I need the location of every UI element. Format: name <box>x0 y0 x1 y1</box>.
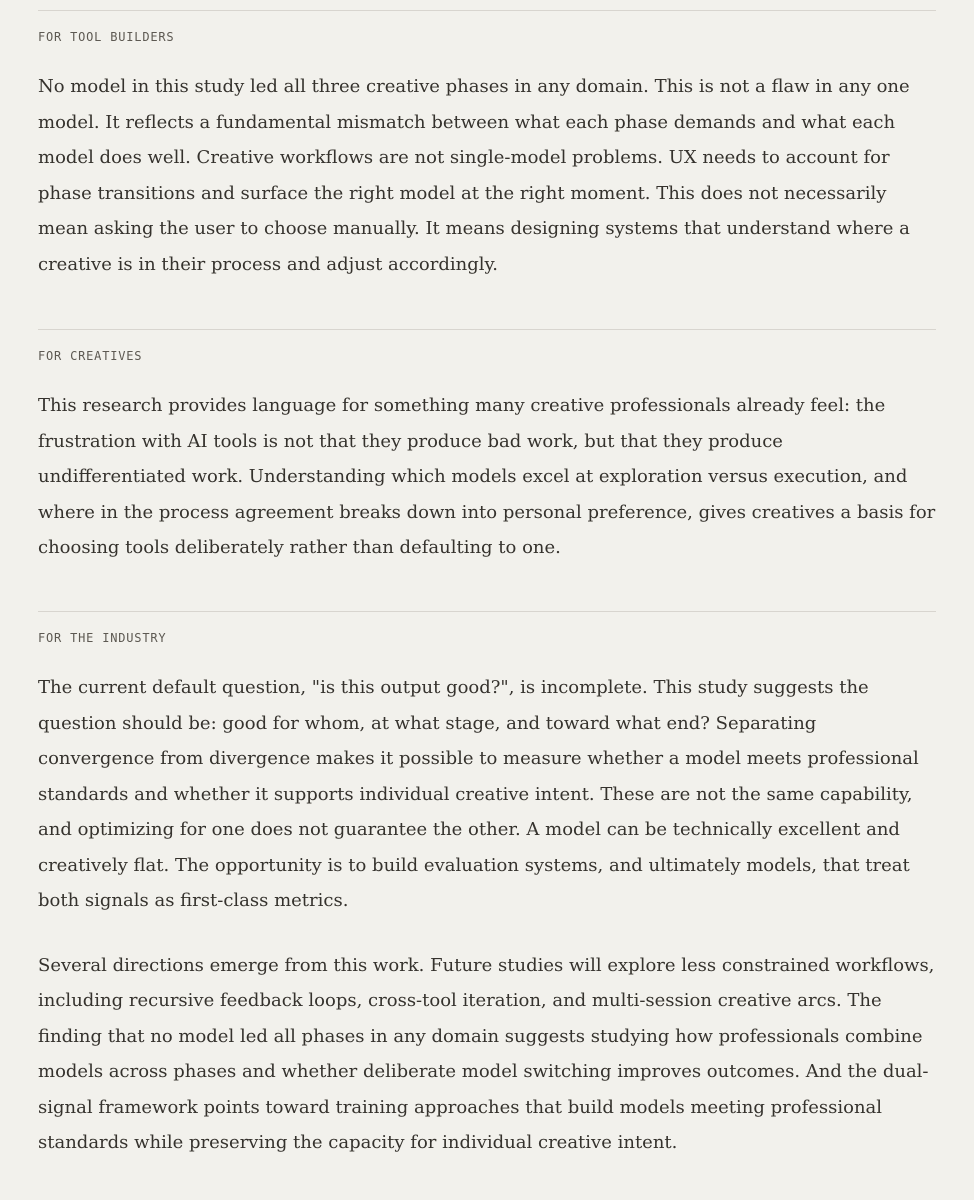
section-for-tool-builders <box>38 10 936 282</box>
section-for-the-industry <box>38 611 936 1161</box>
section-for-creatives <box>38 329 936 566</box>
section-paragraph: This research provides language for something many creative professionals already feel: the frustration with AI tools is not that they produce bad work, but that they produce undifferentiated work. Understanding which models excel at exploration versus execution, and where in the process agreement breaks down into personal preference, gives creatives a basis for choosing tools deliberately rather than defaulting to one. <box>38 395 936 558</box>
section-label: FOR TOOL BUILDERS <box>38 30 175 44</box>
section-paragraph: No model in this study led all three creative phases in any domain. This is not a flaw in any one model. It reflects a fundamental mismatch between what each phase demands and what each model does well. Creative workflows are not single-model problems. UX needs to account for phase transitions and surface the right model at the right moment. This does not necessarily mean asking the user to choose manually. It means designing systems that understand where a creative is in their process and adjust accordingly. <box>38 76 910 275</box>
section-paragraph: Several directions emerge from this work. Future studies will explore less constrained workflows, including recursive feedback loops, cross-tool iteration, and multi-session creative arcs. The finding that no model led all phases in any domain suggests studying how professionals combine models across phases and whether deliberate model switching improves outcomes. And the dual-signal framework points toward training approaches that build models meeting professional standards while preserving the capacity for individual creative intent. <box>38 954 935 1153</box>
section-label: FOR CREATIVES <box>38 349 143 363</box>
section-paragraph: The current default question, "is this output good?", is incomplete. This study suggests the question should be: good for whom, at what stage, and toward what end? Separating convergence from divergence makes it possible to measure whether a model meets professional standards and whether it supports individual creative intent. These are not the same capability, and optimizing for one does not guarantee the other. A model can be technically excellent and creatively flat. The opportunity is to build evaluation systems, and ultimately models, that treat both signals as first-class metrics. <box>38 677 919 911</box>
section-label: FOR THE INDUSTRY <box>38 631 167 645</box>
